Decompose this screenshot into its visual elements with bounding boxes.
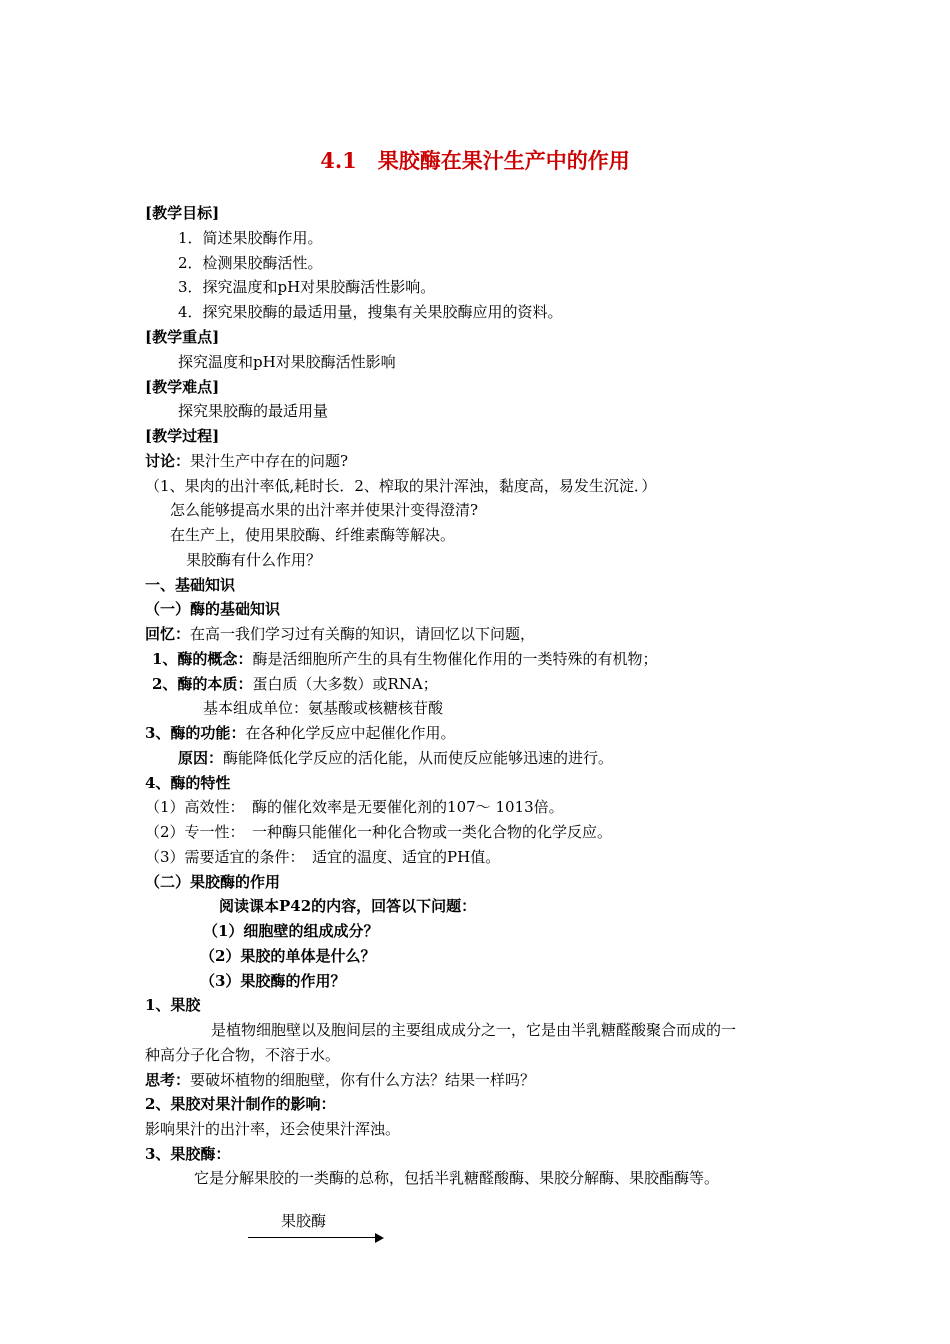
text-line: [教学难点]: [145, 378, 220, 396]
text-line: 阅读课本P42的内容，回答以下问题：: [219, 897, 477, 915]
text-segment: 回忆：: [145, 625, 191, 643]
text-line: 种高分子化合物，不溶于水。: [145, 1046, 341, 1064]
text-segment: 在高一我们学习过有关酶的知识，请回忆以下问题，: [190, 625, 536, 643]
text-segment: 在各种化学反应中起催化作用。: [245, 724, 456, 742]
text-line: [教学重点]: [145, 328, 220, 346]
text-line: 1、果胶: [145, 996, 201, 1014]
arrow-head-icon: [375, 1233, 384, 1243]
text-line: 一、基础知识: [145, 576, 236, 594]
text-segment: 果汁生产中存在的问题?: [190, 452, 349, 470]
text-line: [145, 1070, 535, 1090]
text-line: 探究温度和pH对果胶酶活性影响: [178, 353, 396, 371]
text-line: 是植物细胞壁以及胞间层的主要组成成分之一，它是由半乳糖醛酸聚合而成的一: [211, 1021, 737, 1039]
reaction-arrow: [248, 1232, 384, 1244]
text-line: [152, 674, 438, 694]
text-line: 它是分解果胶的一类酶的总称，包括半乳糖醛酸酶、果胶分解酶、果胶酯酶等。: [194, 1169, 720, 1187]
text-line: （2）专一性： 一种酶只能催化一种化合物或一类化合物的化学反应。: [145, 823, 613, 841]
text-line: 果胶酶: [281, 1212, 327, 1230]
text-segment: 3、酶的功能：: [145, 724, 246, 742]
text-line: （2）果胶的单体是什么？: [200, 947, 376, 965]
text-line: [教学过程]: [145, 427, 220, 445]
page-title: 4.1 果胶酶在果汁生产中的作用: [320, 148, 630, 173]
text-line: 1．简述果胶酶作用。: [178, 229, 323, 247]
text-segment: 1、酶的概念：: [152, 650, 253, 668]
text-line: （一）酶的基础知识: [145, 600, 281, 618]
text-line: [178, 748, 613, 768]
text-line: 探究果胶酶的最适用量: [178, 402, 329, 420]
text-segment: 讨论：: [145, 452, 191, 470]
text-line: （3）果胶酶的作用？: [200, 972, 346, 990]
text-segment: 原因：: [178, 749, 224, 767]
text-segment: 2、酶的本质：: [152, 675, 253, 693]
text-segment: 思考：: [145, 1071, 191, 1089]
text-line: 果胶酶有什么作用？: [186, 551, 322, 569]
text-segment: 要破坏植物的细胞壁，你有什么方法？结果一样吗？: [190, 1071, 536, 1089]
text-line: 2．检测果胶酶活性。: [178, 254, 323, 272]
text-line: 4、酶的特性: [145, 774, 231, 792]
text-line: （1）高效性： 酶的催化效率是无要催化剂的107～ 1013倍。: [145, 798, 564, 816]
text-line: [145, 451, 348, 471]
text-segment: 蛋白质（大多数）或RNA；: [252, 675, 438, 693]
text-line: （1）细胞壁的组成成分？: [203, 922, 379, 940]
text-line: [152, 649, 657, 669]
text-line: 4．探究果胶酶的最适用量，搜集有关果胶酶应用的资料。: [178, 303, 563, 321]
text-line: 3、果胶酶：: [145, 1145, 231, 1163]
text-line: 2、果胶对果汁制作的影响：: [145, 1095, 336, 1113]
text-line: （3）需要适宜的条件： 适宜的温度、适宜的PH值。: [145, 848, 501, 866]
arrow-line: [248, 1237, 376, 1238]
text-segment: 酶是活细胞所产生的具有生物催化作用的一类特殊的有机物；: [252, 650, 658, 668]
text-line: （二）果胶酶的作用: [145, 873, 281, 891]
text-line: [145, 723, 455, 743]
text-segment: 酶能降低化学反应的活化能，从而使反应能够迅速的进行。: [223, 749, 614, 767]
text-line: 怎么能够提高水果的出汁率并使果汁变得澄清?: [170, 501, 479, 519]
text-line: 影响果汁的出汁率，还会使果汁浑浊。: [145, 1120, 401, 1138]
text-line: [145, 624, 535, 644]
text-line: 在生产上，使用果胶酶、纤维素酶等解决。: [170, 526, 456, 544]
text-line: 3．探究温度和pH对果胶酶活性影响。: [178, 278, 436, 296]
text-line: （1、果肉的出汁率低,耗时长．2、榨取的果汁浑浊，黏度高，易发生沉淀．）: [145, 477, 657, 495]
text-line: [教学目标]: [145, 204, 220, 222]
text-line: 基本组成单位：氨基酸或核糖核苷酸: [203, 699, 444, 717]
